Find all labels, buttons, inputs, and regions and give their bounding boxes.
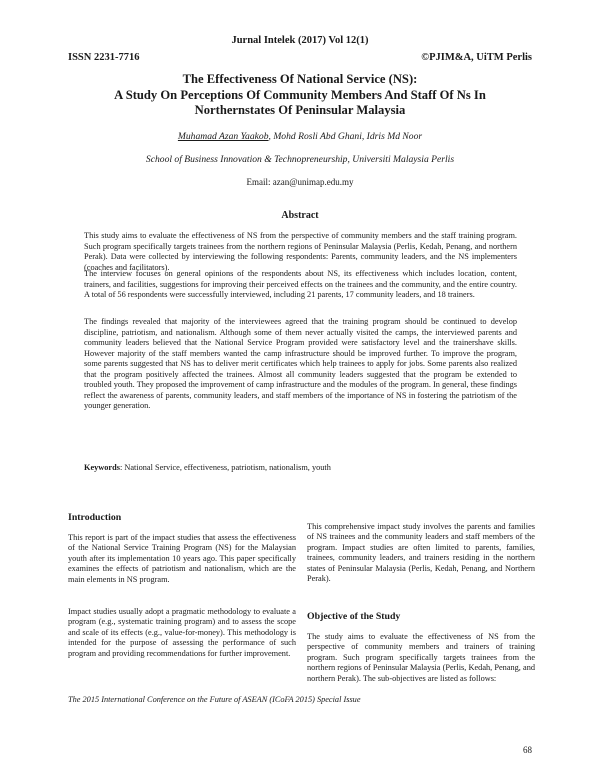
keywords-label: Keywords [84, 463, 120, 472]
abstract-paragraph-1: This study aims to evaluate the effectiveness of NS from the perspective of community members and the staff training program. Such program specifically targets trainees from the northern regions of Peninsular Malaysia (Perlis, Kedah, Penang, and northern Perak). Data were collected by interviewing the following respondents: Parents, community leaders, and the NS implementers (coaches and facilitators). [84, 231, 517, 272]
introduction-paragraph-1: This report is part of the impact studies that assess the effectiveness of the National Service Training Program (NS) for the Malaysian youth after its implementation 10 years ago. This paper specifically examines the effects of patriotism and nationalism, which are the main elements in NS program. [68, 533, 296, 584]
keywords-text: : National Service, effectiveness, patriotism, nationalism, youth [119, 463, 331, 472]
paper-title [70, 72, 530, 119]
objective-paragraph: The study aims to evaluate the effectiveness of NS from the perspective of community members and trainers of training program. Such program specifically targets trainees from the northern regions of Peninsular Malaysia (Perlis, Kedah, Penang, and northern Perak). The sub-objectives are listed as follows: [307, 632, 535, 683]
publisher-copyright: ©PJIM&A, UiTM Perlis [421, 52, 532, 63]
conference-footer: The 2015 International Conference on the Future of ASEAN (ICoFA 2015) Special Issue [68, 695, 361, 704]
objective-heading: Objective of the Study [307, 611, 401, 622]
abstract-paragraph-2: The interview focuses on general opinions of the respondents about NS, its effectiveness which includes location, content, trainers, and facilities, suggestions for improving their perceived effects on the trainees and the community, and the entire country. A total of 56 respondents were successfully interviewed, including 21 parents, 17 community leaders, and 18 trainers. [84, 269, 517, 299]
email: Email: azan@unimap.edu.my [246, 177, 354, 187]
introduction-paragraph-2: Impact studies usually adopt a pragmatic methodology to evaluate a program (e.g., systematic training program) and to assess the scope and scale of its effects (e.g., value-for-money). This methodology is intended for the purpose of assessing the performance of such program and providing recommendations for further improvement. [68, 607, 296, 658]
affiliation: School of Business Innovation & Technopreneurship, Universiti Malaysia Perlis [145, 154, 455, 165]
introduction-heading: Introduction [68, 512, 122, 523]
journal-header: Jurnal Intelek (2017) Vol 12(1) [231, 35, 369, 46]
abstract-paragraph-3: The findings revealed that majority of the interviewees agreed that the training program should be continued to develop discipline, patriotism, and nationalism. Although some of them never actually visited the camps, the interviewed parents and community leaders believed that the National Service Program provided were satisfactory level and the trainershave skills. However majority of the staff members wanted the camp infrastructure should be improved further. To improve the program, some parents suggested that NS has to deliver merit certificates which help trainees to apply for jobs. Some parents also realized that the program positively affected the trainees. Almost all community leaders suggested that the program be extended to troubled youth. They proposed the improvement of camp infrastructure and the modules of the program. In general, these findings reflect the awareness of parents, community leaders, and staff members of the importance of NS in fostering the patriotism of the younger generation. [84, 317, 517, 410]
title-line-1: The Effectiveness Of National Service (NS): [182, 72, 418, 86]
abstract-heading: Abstract [281, 210, 319, 221]
co-authors: , Mohd Rosli Abd Ghani, Idris Md Noor [268, 131, 423, 142]
lead-author: Muhamad Azan Yaakob [177, 131, 269, 142]
page-number: 68 [523, 745, 532, 755]
issn: ISSN 2231-7716 [68, 52, 140, 63]
keywords [84, 463, 517, 474]
authors [70, 131, 530, 142]
introduction-paragraph-3: This comprehensive impact study involves the parents and families of NS trainees and the community leaders and staff members of the program. Impact studies are often limited to parents, families, trainees, community leaders, and trainers residing in the northern states of Peninsular Malaysia (Perlis, Kedah, Penang, and Northern Perak). [307, 522, 535, 584]
title-line-3: Northernstates Of Peninsular Malaysia [194, 103, 406, 117]
title-line-2: A Study On Perceptions Of Community Members And Staff Of Ns In [114, 87, 486, 102]
